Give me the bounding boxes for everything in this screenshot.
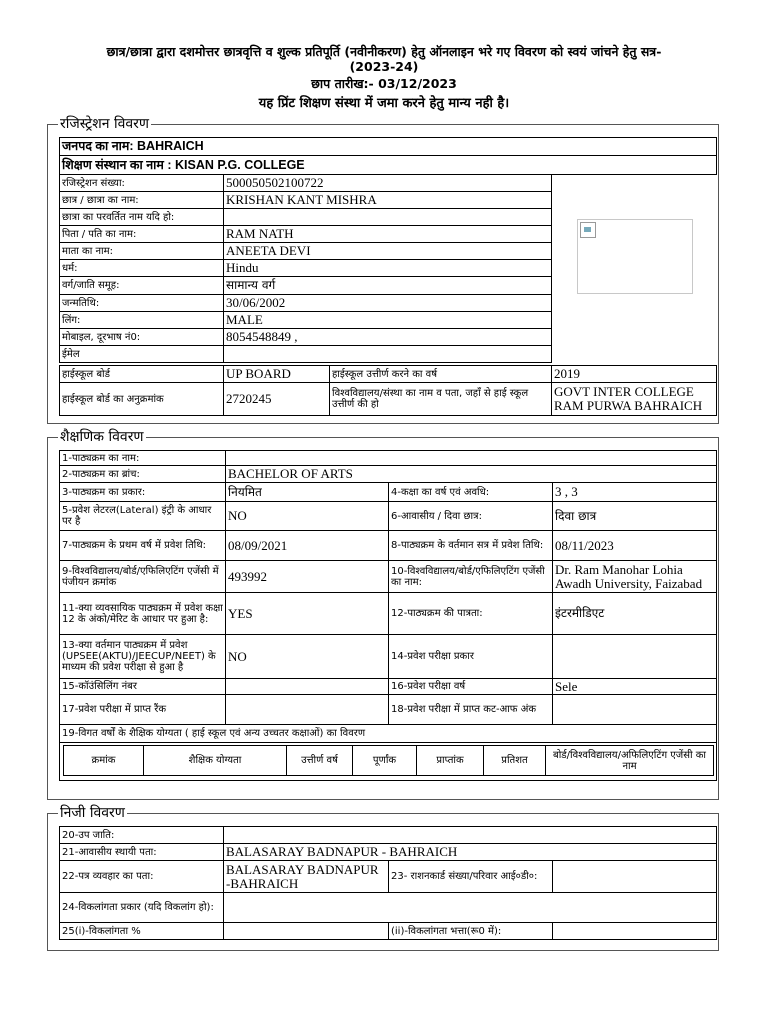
- registration-row: [60, 295, 552, 312]
- registration-row: [60, 243, 552, 260]
- course-name-label: 1-पाठ्यक्रम का नाम:: [60, 451, 226, 466]
- student-photo: [577, 219, 693, 294]
- prev-qualification-header: बोर्ड/विश्वविद्यालय/अफिलिएटिंग एजेंसी का नाम: [546, 746, 714, 776]
- disability-percent-value: [224, 923, 389, 940]
- registration-field-value: [224, 346, 552, 363]
- registration-row: [60, 329, 552, 346]
- previous-qualification-label: 19-विगत वर्षों के शैक्षिक योग्यता ( हाई स्कूल एवं अन्य उच्चतर कक्षाओं) का विवरण: [60, 725, 717, 743]
- academic-table: [59, 450, 717, 781]
- prev-qualification-header: प्रतिशत: [484, 746, 546, 776]
- hs-board-value: UP BOARD: [224, 366, 330, 383]
- disability-type-value: [224, 893, 717, 923]
- registration-field-value: ANEETA DEVI: [224, 243, 552, 260]
- permanent-address-value: BALASARAY BADNAPUR - BAHRAICH: [224, 844, 717, 861]
- merit-value: YES: [226, 593, 389, 635]
- personal-legend: निजी विवरण: [60, 805, 125, 821]
- registration-details-table: [59, 174, 552, 363]
- current-admission-date-value: 08/11/2023: [553, 531, 717, 561]
- registration-field-label: धर्म:: [60, 260, 224, 277]
- exam-year-value: Sele: [553, 679, 717, 695]
- previous-qualification-cell: [60, 743, 717, 781]
- course-name-value: [226, 451, 717, 466]
- rank-label: 17-प्रवेश परीक्षा में प्राप्त रैंक: [60, 695, 226, 725]
- highschool-table: [59, 365, 717, 416]
- validity-notice: यह प्रिंट शिक्षण संस्था में जमा करने हेतु मान्य नही है।: [258, 96, 510, 111]
- course-type-value: नियमित: [226, 483, 389, 502]
- registration-field-value: MALE: [224, 312, 552, 329]
- exam-type-label: 14-प्रवेश परीक्षा प्रकार: [389, 635, 553, 679]
- registration-row: [60, 175, 552, 192]
- registration-row: [60, 260, 552, 277]
- hs-school-value: GOVT INTER COLLEGE RAM PURWA BAHRAICH: [552, 383, 717, 416]
- eligibility-value: इंटरमीडिएट: [553, 593, 717, 635]
- subcaste-label: 20-उप जाति:: [60, 827, 224, 844]
- disability-percent-label: 25(i)-विकलांगता %: [60, 923, 224, 940]
- registration-row: [60, 226, 552, 243]
- course-type-label: 3-पाठ्यक्रम का प्रकार:: [60, 483, 226, 502]
- registration-field-label: छात्रा का परवर्तित नाम यदि हो:: [60, 209, 224, 226]
- university-name-label: 10-विश्वविद्यालय/बोर्ड/एफिलिएटिंग एजेंसी का नाम:: [389, 561, 553, 593]
- university-reg-label: 9-विश्वविद्यालय/बोर्ड/एफिलिएटिंग एजेंसी में पंजीयन क्रमांक: [60, 561, 226, 593]
- registration-row: [60, 192, 552, 209]
- correspondence-address-label: 22-पत्र व्यवहार का पता:: [60, 861, 224, 893]
- prev-qualification-header: शैक्षिक योग्यता: [144, 746, 287, 776]
- counselling-label: 15-कॉउंसिलिंग नंबर: [60, 679, 226, 695]
- hs-year-value: 2019: [552, 366, 717, 383]
- session-year: (2023-24): [349, 59, 419, 74]
- form-title: छात्र/छात्रा द्वारा दशमोत्तर छात्रवृत्ति व शुल्क प्रतिपूर्ति (नवीनीकरण) हेतु ऑनलाइन भरे गए विवरण को स्वयं जांचने हेतु सत्र-: [106, 44, 662, 59]
- registration-field-value: 30/06/2002: [224, 295, 552, 312]
- registration-field-value: RAM NATH: [224, 226, 552, 243]
- previous-qualification-table: [63, 745, 714, 776]
- registration-field-label: रजिस्ट्रेशन संख्या:: [60, 175, 224, 192]
- registration-row: [60, 209, 552, 226]
- first-admission-date-value: 08/09/2021: [226, 531, 389, 561]
- hs-roll-label: हाईस्कूल बोर्ड का अनुक्रमांक: [60, 383, 224, 416]
- university-name-value: Dr. Ram Manohar Lohia Awadh University, Faizabad: [553, 561, 717, 593]
- hs-school-label: विश्वविद्यालय/संस्था का नाम व पता, जहाँ से हाई स्कूल उत्तीर्ण की हो: [330, 383, 552, 416]
- branch-value: BACHELOR OF ARTS: [226, 466, 717, 483]
- disability-allowance-label: (ii)-विकलांगता भत्ता(रू0 में):: [389, 923, 553, 940]
- rank-value: [226, 695, 389, 725]
- academic-legend: शैक्षणिक विवरण: [60, 429, 144, 445]
- registration-row: [60, 312, 552, 329]
- registration-field-value: Hindu: [224, 260, 552, 277]
- entrance-exam-label: 13-क्या वर्तमान पाठ्यक्रम में प्रवेश (UPSEE(AKTU)/JEECUP/NEET) के माध्यम की प्रवेश परीक्षा से हुआ है: [60, 635, 226, 679]
- registration-field-value: [224, 209, 552, 226]
- exam-type-value: [553, 635, 717, 679]
- prev-qualification-header: प्राप्तांक: [417, 746, 484, 776]
- eligibility-label: 12-पाठ्यक्रम की पात्रता:: [389, 593, 553, 635]
- exam-year-label: 16-प्रवेश परीक्षा वर्ष: [389, 679, 553, 695]
- registration-field-label: माता का नाम:: [60, 243, 224, 260]
- lateral-entry-value: NO: [226, 502, 389, 531]
- registration-field-value: 8054548849 ,: [224, 329, 552, 346]
- merit-label: 11-क्या व्यवसायिक पाठ्यक्रम में प्रवेश कक्षा 12 के अंको/मेरिट के आधार पर हुआ है:: [60, 593, 226, 635]
- registration-row: [60, 346, 552, 363]
- hostel-label: 6-आवासीय / दिवा छात्र:: [389, 502, 553, 531]
- prev-qualification-header: क्रमांक: [64, 746, 144, 776]
- registration-field-label: वर्ग/जाति समूह:: [60, 277, 224, 295]
- entrance-exam-value: NO: [226, 635, 389, 679]
- registration-header-table: [59, 137, 717, 175]
- registration-field-value: KRISHAN KANT MISHRA: [224, 192, 552, 209]
- hostel-value: दिवा छात्र: [553, 502, 717, 531]
- registration-row: [60, 277, 552, 295]
- cutoff-value: [553, 695, 717, 725]
- registration-field-value: सामान्य वर्ग: [224, 277, 552, 295]
- counselling-value: [226, 679, 389, 695]
- correspondence-address-value: BALASARAY BADNAPUR -BAHRAICH: [224, 861, 389, 893]
- registration-field-label: पिता / पति का नाम:: [60, 226, 224, 243]
- ration-card-value: [553, 861, 717, 893]
- first-admission-date-label: 7-पाठ्यक्रम के प्रथम वर्ष में प्रवेश तिथि:: [60, 531, 226, 561]
- prev-qualification-header: पूर्णांक: [353, 746, 417, 776]
- hs-year-label: हाईस्कूल उत्तीर्ण करने का वर्ष: [330, 366, 552, 383]
- registration-legend: रजिस्ट्रेशन विवरण: [60, 116, 150, 132]
- ration-card-label: 23- राशनकार्ड संख्या/परिवार आई०डी०:: [389, 861, 553, 893]
- disability-allowance-value: [553, 923, 717, 940]
- cutoff-label: 18-प्रवेश परीक्षा में प्राप्त कट-आफ अंक: [389, 695, 553, 725]
- disability-type-label: 24-विकलांगता प्रकार (यदि विकलांग हो):: [60, 893, 224, 923]
- class-year-value: 3 , 3: [553, 483, 717, 502]
- lateral-entry-label: 5-प्रवेश लेटरल(Lateral) इंट्री के आधार पर है: [60, 502, 226, 531]
- district-name: जनपद का नाम: BAHRAICH: [60, 138, 717, 156]
- current-admission-date-label: 8-पाठ्यक्रम के वर्तमान सत्र में प्रवेश तिथि:: [389, 531, 553, 561]
- class-year-label: 4-कक्षा का वर्ष एवं अवधि:: [389, 483, 553, 502]
- registration-field-label: छात्र / छात्रा का नाम:: [60, 192, 224, 209]
- subcaste-value: [224, 827, 717, 844]
- hs-board-label: हाईस्कूल बोर्ड: [60, 366, 224, 383]
- personal-table: [59, 826, 717, 940]
- print-date: छाप तारीख:- 03/12/2023: [311, 76, 457, 91]
- registration-field-label: लिंग:: [60, 312, 224, 329]
- hs-roll-value: 2720245: [224, 383, 330, 416]
- registration-field-value: 500050502100722: [224, 175, 552, 192]
- registration-field-label: ईमेल: [60, 346, 224, 363]
- university-reg-value: 493992: [226, 561, 389, 593]
- broken-image-icon: [580, 222, 596, 238]
- registration-field-label: जन्मतिथि:: [60, 295, 224, 312]
- institution-name: शिक्षण संस्थान का नाम : KISAN P.G. COLLEGE: [60, 156, 717, 175]
- prev-qualification-header: उत्तीर्ण वर्ष: [287, 746, 353, 776]
- permanent-address-label: 21-आवासीय स्थायी पता:: [60, 844, 224, 861]
- registration-field-label: मोबाइल, दूरभाष नं0:: [60, 329, 224, 346]
- branch-label: 2-पाठ्यक्रम का ब्रांच:: [60, 466, 226, 483]
